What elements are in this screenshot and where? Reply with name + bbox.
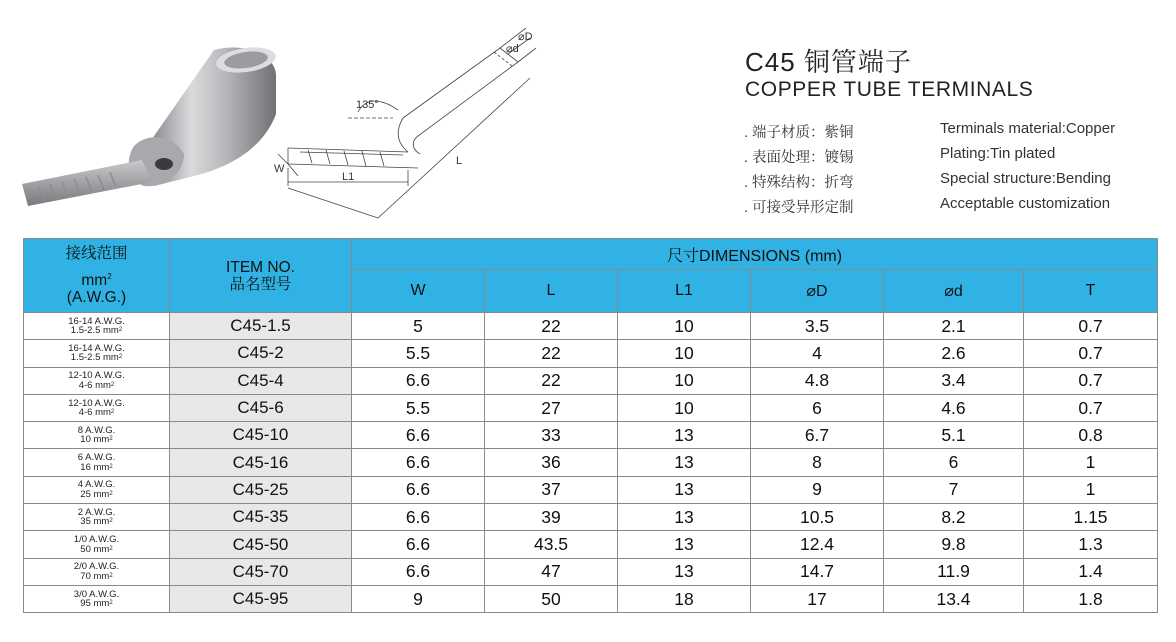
cell-outer-dia: 17 (751, 585, 884, 612)
angle-label: 135° (356, 99, 379, 111)
cell-inner-dia: 8.2 (884, 504, 1024, 531)
cell-l1: 13 (618, 531, 751, 558)
terminal-photo (14, 36, 284, 216)
cell-t: 1.3 (1024, 531, 1158, 558)
cell-w: 6.6 (352, 449, 485, 476)
cell-outer-dia: 9 (751, 476, 884, 503)
spec-table (23, 238, 1158, 613)
cell-outer-dia: 4 (751, 340, 884, 367)
cell-t: 0.7 (1024, 394, 1158, 421)
item-no: C45-4 (170, 367, 352, 394)
spec-custom-en: Acceptable customization (940, 195, 1111, 212)
l1-label: L1 (342, 171, 355, 183)
col-header-w: W (352, 270, 485, 313)
wire-range: 16-14 A.W.G. 1.5-2.5 $mm^2$ (24, 313, 170, 340)
cell-t: 1 (1024, 476, 1158, 503)
wire-range: 6 A.W.G. 16 $mm^2$ (24, 449, 170, 476)
col-header-outer-dia: ⌀D (751, 270, 884, 313)
table-row (24, 585, 1158, 612)
cell-t: 1.4 (1024, 558, 1158, 585)
spec-structure-en: Special structure:Bending (940, 170, 1111, 187)
cell-t: 0.7 (1024, 340, 1158, 367)
item-no: C45-70 (170, 558, 352, 585)
item-no: C45-6 (170, 394, 352, 421)
table-row (24, 504, 1158, 531)
cell-l: 37 (485, 476, 618, 503)
cell-t: 1.15 (1024, 504, 1158, 531)
cell-outer-dia: 6 (751, 394, 884, 421)
range-header-unit: $mm^2$ (81, 271, 112, 290)
cell-inner-dia: 2.6 (884, 340, 1024, 367)
wire-range: 8 A.W.G. 10 $mm^2$ (24, 422, 170, 449)
wire-range: 2 A.W.G. 35 $mm^2$ (24, 504, 170, 531)
cell-l: 39 (485, 504, 618, 531)
cell-w: 6.6 (352, 367, 485, 394)
cell-l1: 13 (618, 422, 751, 449)
outer-dia-label: ⌀D (518, 31, 533, 43)
cell-inner-dia: 6 (884, 449, 1024, 476)
dimension-drawing (268, 18, 568, 228)
cell-w: 5 (352, 313, 485, 340)
cell-t: 0.7 (1024, 367, 1158, 394)
item-header-cn: 品名型号 (229, 275, 292, 293)
item-no: C45-35 (170, 504, 352, 531)
cell-outer-dia: 12.4 (751, 531, 884, 558)
cell-t: 0.8 (1024, 422, 1158, 449)
cell-inner-dia: 5.1 (884, 422, 1024, 449)
spec-material-en: Terminals material:Copper (940, 120, 1116, 137)
cell-w: 9 (352, 585, 485, 612)
spec-plating-cn: . 表面处理：镀锡 (744, 150, 854, 166)
table-row (24, 367, 1158, 394)
cell-outer-dia: 10.5 (751, 504, 884, 531)
cell-l: 22 (485, 367, 618, 394)
item-no: C45-1.5 (170, 313, 352, 340)
table-row (24, 558, 1158, 585)
cell-l: 27 (485, 394, 618, 421)
item-header (170, 239, 352, 313)
spec-custom-cn: . 可接受异形定制 (744, 200, 854, 216)
table-row (24, 449, 1158, 476)
item-no: C45-2 (170, 340, 352, 367)
cell-l: 36 (485, 449, 618, 476)
cell-l1: 18 (618, 585, 751, 612)
cell-outer-dia: 3.5 (751, 313, 884, 340)
table-row (24, 340, 1158, 367)
cell-l1: 10 (618, 394, 751, 421)
width-label: W (274, 163, 285, 175)
range-header (24, 239, 170, 313)
item-no: C45-25 (170, 476, 352, 503)
table-row (24, 394, 1158, 421)
cell-l: 43.5 (485, 531, 618, 558)
item-header-en: ITEM NO. (226, 258, 295, 276)
cell-l1: 10 (618, 313, 751, 340)
cell-l1: 13 (618, 476, 751, 503)
table-row (24, 531, 1158, 558)
cell-l1: 13 (618, 558, 751, 585)
cell-l: 22 (485, 340, 618, 367)
cell-l: 22 (485, 313, 618, 340)
item-no: C45-16 (170, 449, 352, 476)
wire-range: 3/0 A.W.G. 95 $mm^2$ (24, 585, 170, 612)
col-header-l1: L1 (618, 270, 751, 313)
dimensions-header: 尺寸DIMENSIONS (mm) (352, 239, 1158, 270)
length-label: L (456, 155, 463, 167)
range-header-awg: (A.W.G.) (66, 289, 127, 307)
col-header-inner-dia: ⌀d (884, 270, 1024, 313)
wire-range: 2/0 A.W.G. 70 $mm^2$ (24, 558, 170, 585)
cell-inner-dia: 4.6 (884, 394, 1024, 421)
cell-inner-dia: 7 (884, 476, 1024, 503)
cell-inner-dia: 3.4 (884, 367, 1024, 394)
wire-range: 12-10 A.W.G. 4-6 $mm^2$ (24, 394, 170, 421)
cell-l1: 13 (618, 449, 751, 476)
cell-outer-dia: 14.7 (751, 558, 884, 585)
inner-dia-label: ⌀d (506, 43, 519, 55)
cell-w: 6.6 (352, 476, 485, 503)
cell-t: 1.8 (1024, 585, 1158, 612)
spec-plating-en: Plating:Tin plated (940, 145, 1056, 162)
item-no: C45-95 (170, 585, 352, 612)
table-row (24, 313, 1158, 340)
page-title: C45 铜管端子 (745, 47, 912, 77)
cell-outer-dia: 8 (751, 449, 884, 476)
cell-inner-dia: 2.1 (884, 313, 1024, 340)
cell-l: 50 (485, 585, 618, 612)
table-row (24, 422, 1158, 449)
cell-inner-dia: 9.8 (884, 531, 1024, 558)
cell-t: 1 (1024, 449, 1158, 476)
wire-range: 1/0 A.W.G. 50 $mm^2$ (24, 531, 170, 558)
cell-w: 5.5 (352, 340, 485, 367)
spec-structure-cn: . 特殊结构：折弯 (744, 175, 854, 191)
cell-t: 0.7 (1024, 313, 1158, 340)
item-no: C45-50 (170, 531, 352, 558)
cell-inner-dia: 11.9 (884, 558, 1024, 585)
table-row (24, 476, 1158, 503)
cell-w: 5.5 (352, 394, 485, 421)
col-header-t: T (1024, 270, 1158, 313)
cell-inner-dia: 13.4 (884, 585, 1024, 612)
wire-range: 12-10 A.W.G. 4-6 $mm^2$ (24, 367, 170, 394)
wire-range: 16-14 A.W.G. 1.5-2.5 $mm^2$ (24, 340, 170, 367)
cell-w: 6.6 (352, 504, 485, 531)
wire-range: 4 A.W.G. 25 $mm^2$ (24, 476, 170, 503)
cell-outer-dia: 6.7 (751, 422, 884, 449)
cell-l1: 10 (618, 340, 751, 367)
cell-l: 47 (485, 558, 618, 585)
cell-w: 6.6 (352, 422, 485, 449)
col-header-l: L (485, 270, 618, 313)
cell-l1: 10 (618, 367, 751, 394)
cell-outer-dia: 4.8 (751, 367, 884, 394)
spec-material-cn: . 端子材质：紫铜 (744, 125, 854, 141)
cell-w: 6.6 (352, 531, 485, 558)
cell-l: 33 (485, 422, 618, 449)
cell-l1: 13 (618, 504, 751, 531)
range-header-cn: 接线范围 (65, 244, 128, 262)
page-subtitle: COPPER TUBE TERMINALS (745, 78, 1034, 101)
cell-w: 6.6 (352, 558, 485, 585)
item-no: C45-10 (170, 422, 352, 449)
